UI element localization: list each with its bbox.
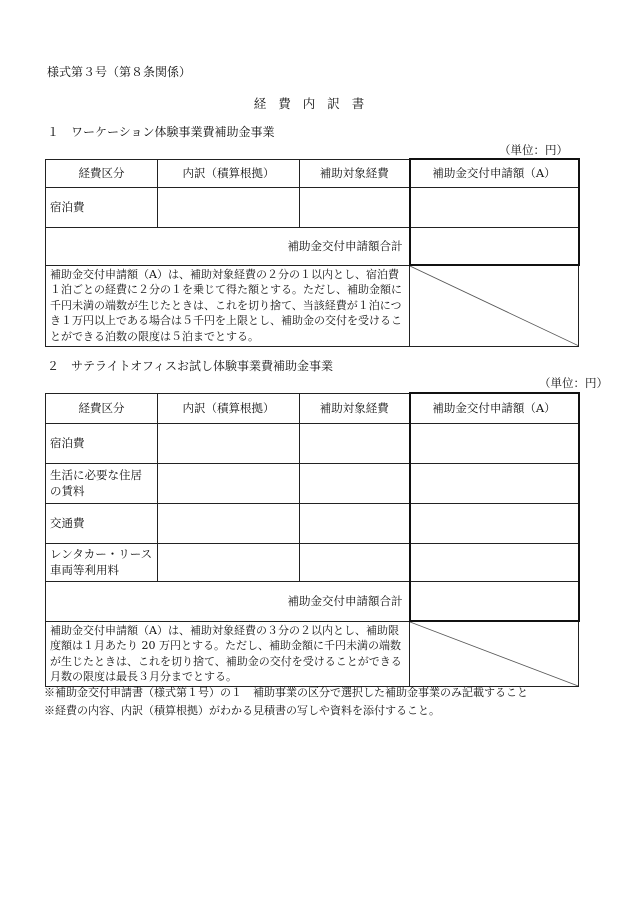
section2-note: 補助金交付申請額（A）は、補助対象経費の３分の２以内とし、補助限度額は１月あたり 20 万円とする。ただし、補助金額に千円未満の端数が生じたときは、これを切り捨て、補助金の交付を受けることができる月数の限度は最長３月分までとする。 [46,621,410,686]
row-label-transportation: 交通費 [46,503,158,543]
column-header-category: 経費区分 [46,393,158,423]
breakdown-cell[interactable] [158,503,300,543]
footnote-item: ※補助金交付申請書（様式第１号）の１ 補助事業の区分で選択した補助金事業のみ記載すること [44,686,528,699]
form-number: 様式第３号（第８条関係） [47,65,192,79]
requested-amount-cell[interactable] [410,187,579,227]
table-header-row [46,393,579,423]
table-header-row [46,159,579,187]
section2-unit: （単位：円） [539,376,608,390]
column-header-breakdown: 内訳（積算根拠） [158,159,300,187]
table-row [46,463,579,503]
eligible-cost-cell[interactable] [300,503,410,543]
footnotes [44,684,528,719]
section1-note: 補助金交付申請額（A）は、補助対象経費の２分の１以内とし、宿泊費１泊ごとの経費に２分の１を乗じて得た額とする。ただし、補助金額に千円未満の端数が生じたときは、これを切り捨て、当該経費が１泊につき１万円以上である場合は５千円を上限とし、補助金の交付を受けることができる泊数の限度は５泊までとする。 [46,265,410,346]
table-row [46,423,579,463]
note-row [46,265,579,346]
total-amount-cell[interactable] [410,227,579,265]
section2-heading: ２ サテライトオフィスお試し体験事業費補助金事業 [47,359,333,373]
eligible-cost-cell[interactable] [300,423,410,463]
table-row [46,543,579,581]
eligible-cost-cell[interactable] [300,543,410,581]
column-header-category: 経費区分 [46,159,158,187]
requested-amount-cell[interactable] [410,503,579,543]
total-amount-cell[interactable] [410,581,579,621]
breakdown-cell[interactable] [158,423,300,463]
section1-unit: （単位：円） [499,143,568,157]
column-header-eligible-cost: 補助対象経費 [300,159,410,187]
section1-table [45,158,580,347]
eligible-cost-cell[interactable] [300,187,410,227]
total-row [46,581,579,621]
section2-table [45,392,580,687]
breakdown-cell[interactable] [158,463,300,503]
document-title: 経費内訳書 [253,96,377,111]
column-header-breakdown: 内訳（積算根拠） [158,393,300,423]
row-label-lodging: 宿泊費 [46,187,158,227]
total-label: 補助金交付申請額合計 [46,581,410,621]
breakdown-cell[interactable] [158,543,300,581]
row-label-lodging: 宿泊費 [46,423,158,463]
row-label-rental-car: レンタカー・リース車両等利用料 [46,543,158,581]
footnote-item: ※経費の内容、内訳（積算根拠）がわかる見積書の写しや資料を添付すること。 [44,703,440,717]
breakdown-cell[interactable] [158,187,300,227]
requested-amount-cell[interactable] [410,463,579,503]
requested-amount-cell[interactable] [410,423,579,463]
diagonal-blank-cell [410,265,579,346]
requested-amount-cell[interactable] [410,543,579,581]
column-header-requested-amount: 補助金交付申請額（A） [410,393,579,423]
column-header-eligible-cost: 補助対象経費 [300,393,410,423]
column-header-requested-amount: 補助金交付申請額（A） [410,159,579,187]
total-label: 補助金交付申請額合計 [46,227,410,265]
diagonal-blank-cell [410,621,579,686]
note-row [46,621,579,686]
table-row [46,503,579,543]
eligible-cost-cell[interactable] [300,463,410,503]
section1-heading: １ ワーケーション体験事業費補助金事業 [47,125,275,139]
total-row [46,227,579,265]
table-row [46,187,579,227]
row-label-housing-rent: 生活に必要な住居の賃料 [46,463,158,503]
